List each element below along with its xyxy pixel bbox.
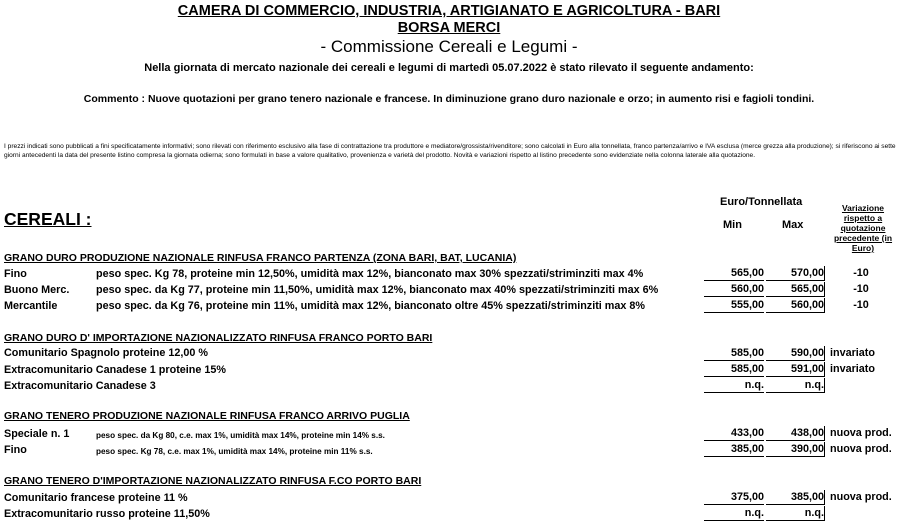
product-name: Extracomunitario Canadese 3 bbox=[4, 380, 156, 392]
max-price: 385,00 bbox=[766, 490, 824, 505]
price-variation: nuova prod. bbox=[830, 427, 892, 439]
price-variation: nuova prod. bbox=[830, 491, 892, 503]
max-price: n.q. bbox=[766, 506, 824, 521]
section-title: GRANO TENERO D'IMPORTAZIONE NAZIONALIZZATO RINFUSA F.CO PORTO BARI bbox=[4, 475, 422, 487]
price-variation: -10 bbox=[853, 267, 869, 279]
max-price: 438,00 bbox=[766, 426, 824, 441]
min-price: 585,00 bbox=[704, 362, 764, 377]
unit-header: Euro/Tonnellata bbox=[720, 196, 803, 208]
variation-header: Variazione rispetto a quotazione precedente (in Euro) bbox=[833, 203, 893, 253]
price-variation: nuova prod. bbox=[830, 443, 892, 455]
product-spec: peso spec. da Kg 76, proteine min 11%, umidità max 12%, bianconato oltre 45% spezzati/striminziti max 8% bbox=[96, 300, 646, 312]
product-spec: peso spec. da Kg 77, proteine min 11,50%, umidità max 12%, bianconato max 40% spezzati/striminziti max 6% bbox=[96, 284, 659, 296]
max-header: Max bbox=[782, 219, 804, 231]
min-price: 433,00 bbox=[704, 426, 764, 441]
min-price: n.q. bbox=[704, 378, 764, 393]
min-price: 565,00 bbox=[704, 266, 764, 281]
product-name: Extracomunitario Canadese 1 proteine 15% bbox=[4, 364, 227, 376]
commission-title: - Commissione Cereali e Legumi - bbox=[320, 37, 578, 56]
product-name: Fino bbox=[4, 444, 27, 456]
market-comment: Commento : Nuove quotazioni per grano tenero nazionale e francese. In diminuzione grano duro nazionale e orzo; in aumento risi e fagioli tondini. bbox=[83, 93, 815, 105]
product-spec: peso spec. Kg 78, c.e. max 1%, umidità max 14%, proteine min 11% s.s. bbox=[96, 447, 373, 456]
product-name: Fino bbox=[4, 268, 27, 280]
min-price: 385,00 bbox=[704, 442, 764, 457]
price-variation bbox=[826, 378, 896, 392]
max-price: 590,00 bbox=[766, 346, 824, 361]
price-variation bbox=[826, 506, 896, 520]
max-price: n.q. bbox=[766, 378, 824, 393]
category-title: CEREALI : bbox=[4, 209, 92, 229]
section-title: GRANO DURO PRODUZIONE NAZIONALE RINFUSA FRANCO PARTENZA (ZONA BARI, BAT, LUCANIA) bbox=[4, 252, 517, 264]
product-name: Comunitario francese proteine 11 % bbox=[4, 492, 188, 504]
min-price: 375,00 bbox=[704, 490, 764, 505]
product-spec: peso spec. da Kg 80, c.e. max 1%, umidità max 14%, proteine min 14% s.s. bbox=[96, 431, 385, 440]
price-variation: invariato bbox=[830, 363, 876, 375]
market-intro: Nella giornata di mercato nazionale dei cereali e legumi di martedì 05.07.2022 è stato rilevato il seguente andamento: bbox=[144, 62, 754, 74]
min-price: 585,00 bbox=[704, 346, 764, 361]
min-price: n.q. bbox=[704, 506, 764, 521]
price-variation: -10 bbox=[853, 299, 869, 311]
product-name: Mercantile bbox=[4, 300, 58, 312]
disclaimer-text: I prezzi indicati sono pubblicati a fini specificatamente informativi; sono rilevati con riferimento esclusivo alla fase di contrattazione tra produttore e mediatore/grossista/rivenditore; sono calcolati in Euro alla tonnellata, franco partenza/arrivo e IVA esclusa (merce grezza alla produzione); si riferiscono ai sette giorni antecedenti la data del presente listino compresa la giornata odierna; sono formulati in base a valore qualitativo, provenienza e varietà del prodotto. Novità e variazioni rispetto al listino precedente sono evidenziate nella colonna laterale alla quotazione. bbox=[4, 143, 896, 159]
product-name: Speciale n. 1 bbox=[4, 428, 70, 440]
min-price: 560,00 bbox=[704, 282, 764, 297]
product-name: Extracomunitario russo proteine 11,50% bbox=[4, 508, 210, 520]
product-spec: peso spec. Kg 78, proteine min 12,50%, umidità max 12%, bianconato max 30% spezzati/striminziti max 4% bbox=[96, 268, 644, 280]
min-price: 555,00 bbox=[704, 298, 764, 313]
product-name: Buono Merc. bbox=[4, 284, 70, 296]
price-variation: invariato bbox=[830, 347, 876, 359]
section-title: GRANO TENERO PRODUZIONE NAZIONALE RINFUSA FRANCO ARRIVO PUGLIA bbox=[4, 410, 410, 422]
max-price: 565,00 bbox=[766, 282, 824, 297]
max-price: 591,00 bbox=[766, 362, 824, 377]
price-variation: -10 bbox=[853, 283, 869, 295]
max-price: 570,00 bbox=[766, 266, 824, 281]
borsa-merci-title: BORSA MERCI bbox=[397, 20, 501, 36]
section-title: GRANO DURO D' IMPORTAZIONE NAZIONALIZZATO RINFUSA FRANCO PORTO BARI bbox=[4, 332, 433, 344]
min-header: Min bbox=[723, 219, 742, 231]
product-name: Comunitario Spagnolo proteine 12,00 % bbox=[4, 347, 208, 359]
max-price: 560,00 bbox=[766, 298, 824, 313]
chamber-title: CAMERA DI COMMERCIO, INDUSTRIA, ARTIGIANATO E AGRICOLTURA - BARI bbox=[177, 3, 721, 19]
max-price: 390,00 bbox=[766, 442, 824, 457]
